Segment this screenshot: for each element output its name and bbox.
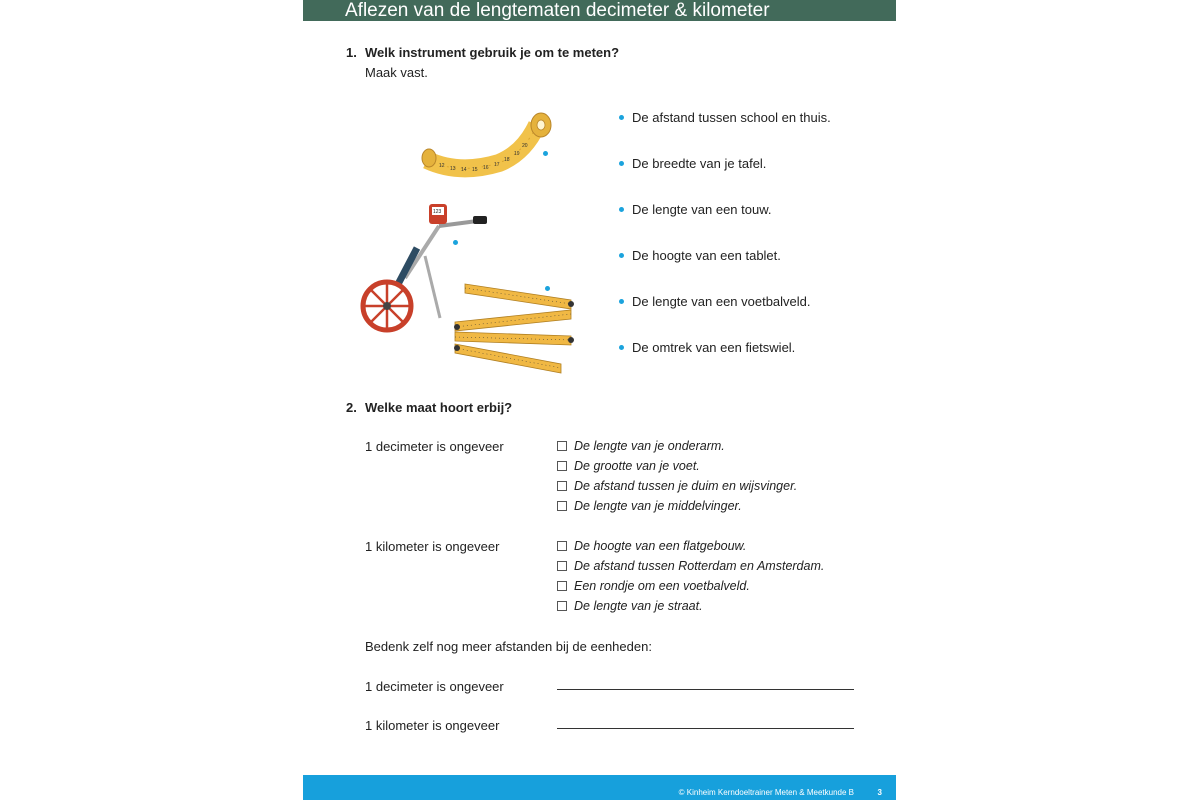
folding-ruler-image	[453, 282, 578, 382]
worksheet-page	[303, 0, 896, 800]
option-text: De afstand tussen je duim en wijsvinger.	[574, 479, 798, 493]
extra-prompt: Bedenk zelf nog meer afstanden bij de eenheden:	[365, 639, 652, 654]
meter-display: 123	[433, 209, 442, 215]
option-row[interactable]	[557, 599, 703, 613]
statement-text: De lengte van een voetbalveld.	[632, 294, 811, 309]
statement-item[interactable]	[619, 156, 766, 171]
tape-number: 14	[461, 167, 467, 173]
statement-text: De afstand tussen school en thuis.	[632, 110, 831, 125]
option-row[interactable]	[557, 579, 750, 593]
statement-item[interactable]	[619, 340, 795, 355]
connect-dot-statement[interactable]	[619, 161, 624, 166]
page-number: 3	[877, 788, 882, 797]
tape-number: 19	[514, 151, 520, 157]
tape-number: 12	[439, 163, 445, 169]
statement-text: De omtrek van een fietswiel.	[632, 340, 796, 355]
statement-text: De lengte van een touw.	[632, 202, 772, 217]
checkbox[interactable]	[557, 501, 567, 511]
checkbox[interactable]	[557, 581, 567, 591]
option-row[interactable]	[557, 539, 746, 553]
question-2-number: 2.	[346, 400, 357, 415]
group-1-label: 1 decimeter is ongeveer	[365, 439, 504, 454]
question-1-text: Welk instrument gebruik je om te meten?	[365, 45, 620, 60]
question-2-text: Welke maat hoort erbij?	[365, 400, 513, 415]
connect-dot-statement[interactable]	[619, 253, 624, 258]
checkbox[interactable]	[557, 561, 567, 571]
tape-number: 17	[494, 162, 500, 168]
tape-number: 18	[504, 157, 510, 163]
checkbox[interactable]	[557, 601, 567, 611]
statement-item[interactable]	[619, 248, 781, 263]
question-1-number: 1.	[346, 45, 357, 60]
option-text: De lengte van je straat.	[574, 599, 703, 613]
footer-copyright: © Kinheim Kerndoeltrainer Meten & Meetkunde B	[678, 788, 854, 797]
statement-item[interactable]	[619, 110, 831, 125]
option-row[interactable]	[557, 559, 824, 573]
option-text: De lengte van je onderarm.	[574, 439, 725, 453]
option-row[interactable]	[557, 439, 725, 453]
question-1-instruction: Maak vast.	[365, 65, 428, 80]
option-text: De lengte van je middelvinger.	[574, 499, 742, 513]
footer-bar	[303, 775, 896, 800]
tape-number: 15	[472, 167, 478, 173]
checkbox[interactable]	[557, 541, 567, 551]
option-row[interactable]	[557, 459, 700, 473]
connect-dot-statement[interactable]	[619, 299, 624, 304]
connect-dot-statement[interactable]	[619, 115, 624, 120]
tape-number: 16	[483, 165, 489, 171]
answer-line-kilometer[interactable]	[557, 728, 854, 729]
connect-dot-statement[interactable]	[619, 207, 624, 212]
option-text: De afstand tussen Rotterdam en Amsterdam.	[574, 559, 825, 573]
statement-text: De hoogte van een tablet.	[632, 248, 781, 263]
question-1-title	[346, 45, 619, 60]
connect-dot-wheel[interactable]	[453, 240, 458, 245]
extra-label-kilometer: 1 kilometer is ongeveer	[365, 718, 500, 733]
answer-line-decimeter[interactable]	[557, 689, 854, 690]
checkbox[interactable]	[557, 441, 567, 451]
tape-number: 13	[450, 166, 456, 172]
question-2-title	[346, 400, 512, 415]
connect-dot-ruler[interactable]	[545, 286, 550, 291]
statement-text: De breedte van je tafel.	[632, 156, 767, 171]
tape-measure-image	[419, 105, 559, 185]
checkbox[interactable]	[557, 461, 567, 471]
page-title: Aflezen van de lengtematen decimeter & kilometer	[303, 0, 896, 21]
statement-item[interactable]	[619, 294, 811, 309]
option-row[interactable]	[557, 479, 797, 493]
extra-label-decimeter: 1 decimeter is ongeveer	[365, 679, 504, 694]
connect-dot-statement[interactable]	[619, 345, 624, 350]
tape-number: 20	[522, 143, 528, 149]
option-text: De hoogte van een flatgebouw.	[574, 539, 747, 553]
connect-dot-tape[interactable]	[543, 151, 548, 156]
option-row[interactable]	[557, 499, 742, 513]
checkbox[interactable]	[557, 481, 567, 491]
group-2-label: 1 kilometer is ongeveer	[365, 539, 500, 554]
statement-item[interactable]	[619, 202, 772, 217]
option-text: De grootte van je voet.	[574, 459, 700, 473]
option-text: Een rondje om een voetbalveld.	[574, 579, 750, 593]
